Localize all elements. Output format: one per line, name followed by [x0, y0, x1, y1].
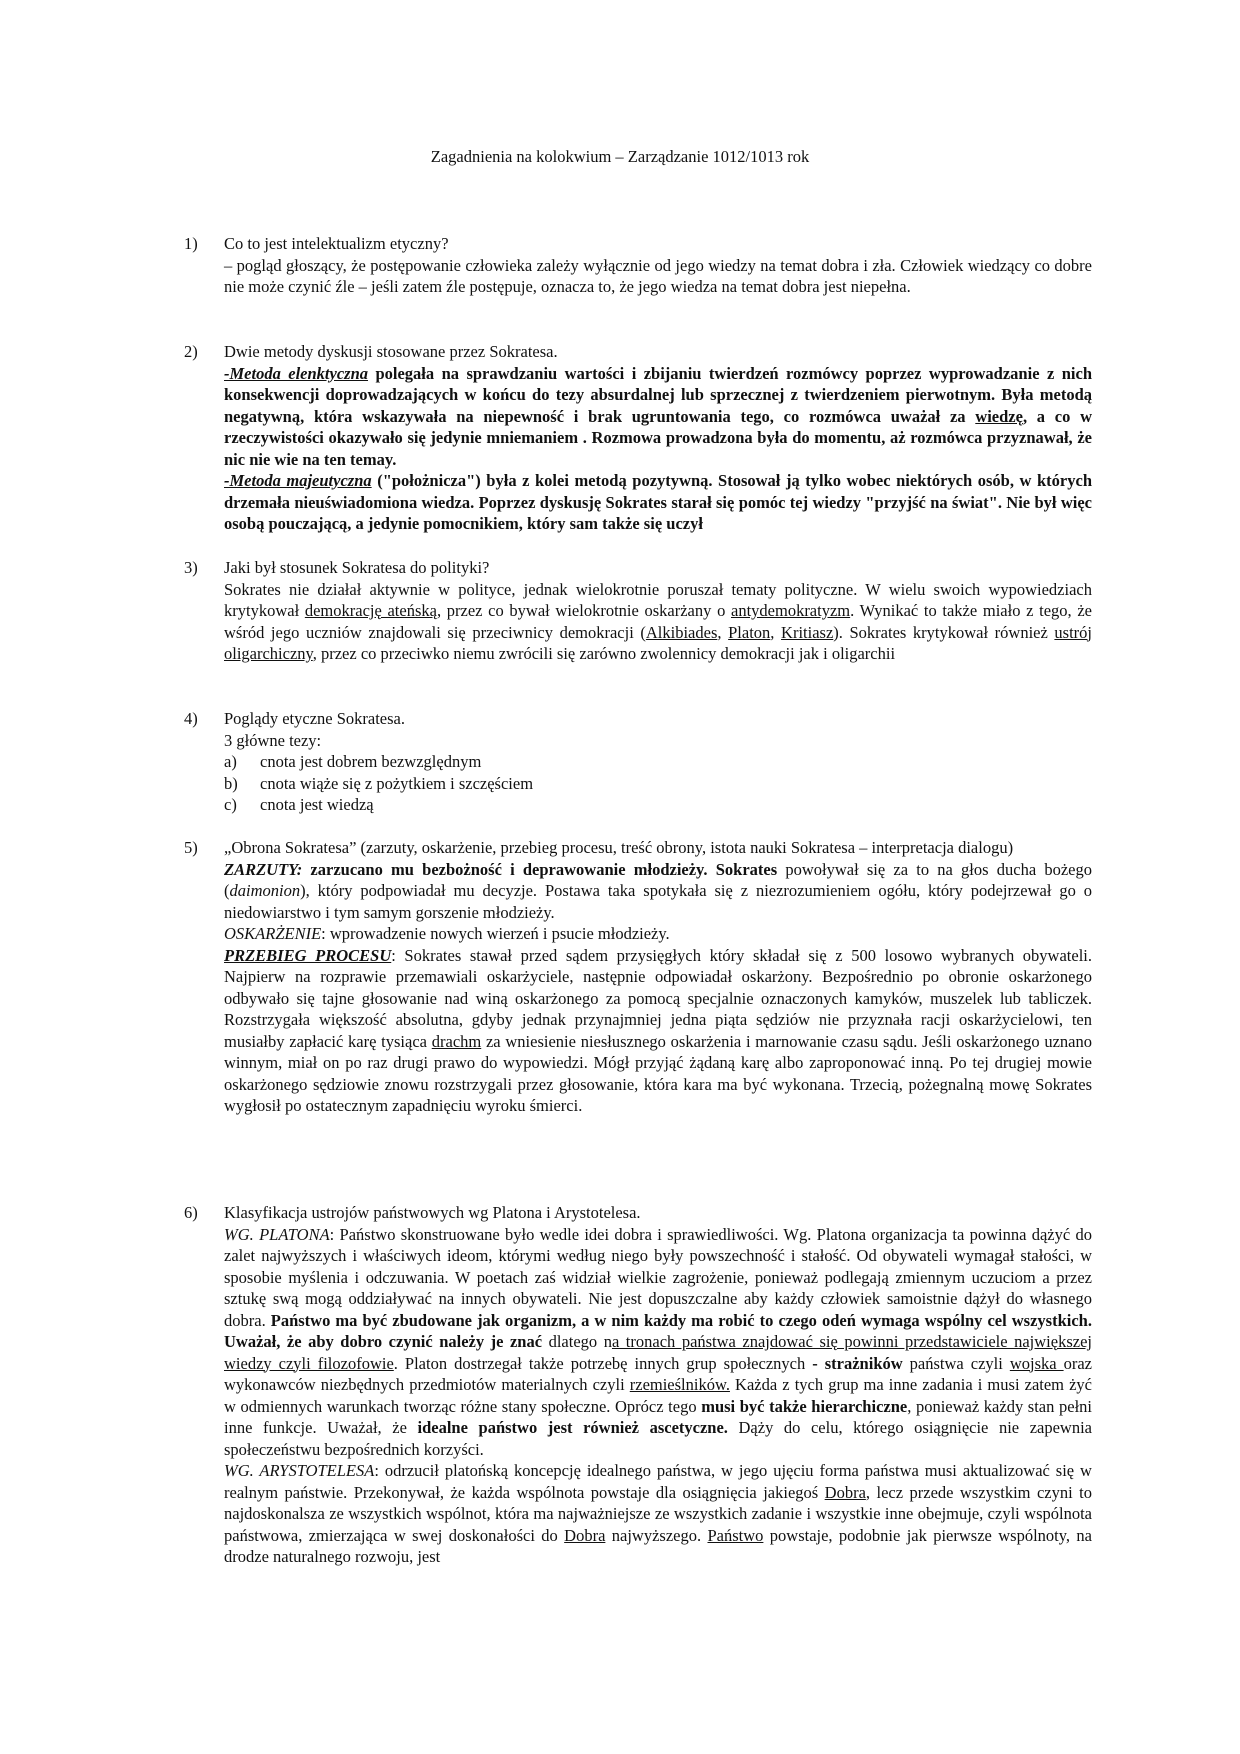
link-platon[interactable]: Platon	[728, 622, 771, 642]
term-daimonion: daimonion	[229, 881, 301, 900]
question-3	[186, 557, 1092, 665]
question-4	[186, 708, 1092, 816]
link-dobra[interactable]: Dobra	[564, 1525, 606, 1545]
question-text: Jaki był stosunek Sokratesa do polityki?	[224, 558, 490, 577]
answer-text: Sokrates nie działał aktywnie w polityce, jednak wielokrotnie poruszał tematy polityczne. W wielu swoich wypowiedziach krytykował	[224, 579, 1092, 620]
question-number: 5)	[184, 838, 198, 857]
list-letter: a)	[224, 752, 237, 771]
answer-text: ), który podpowiadał mu decyzje. Postawa taka spotykała się z niezrozumieniem ogółu, który podejrzewał go o niedowiarstwo i tym samym gorszenie młodzieży.	[224, 881, 1092, 922]
question-number: 6)	[184, 1203, 198, 1222]
list-item	[224, 794, 1092, 816]
link-kritiasz[interactable]: Kritiasz	[781, 622, 834, 642]
answer-text: , a co w rzeczywistości okazywało się jedynie mniemaniem . Rozmowa prowadzona była do momentu, aż rozmówca przyznawał, że nic nie wie na ten temay.	[224, 406, 1092, 469]
link-wojska[interactable]: wojska	[1009, 1353, 1064, 1373]
answer-text: powoływał się za to na głos ducha bożego (	[224, 859, 1092, 900]
answer-paragraph	[224, 1460, 1092, 1568]
answer-text: za wniesienie niesłusznego oskarżenia i marnowanie czasu sądu. Jeśli oskarżonego uznano winnym, miał on po raz drugi prawo do wypowiedzi. Mógł przyjąć żądaną karę albo zaproponować inną. Po tej drugiej mowie oskarżonego sędziowie znowu rozstrzygali przez głosowanie, która kara ma być wykonana. Trzecią, pożegnalną mowę Sokrates wygłosił po ostatecznym zapadnięciu wyroku śmierci.	[224, 1031, 1092, 1115]
term-metoda-majeutyczna: -Metoda majeutyczna	[224, 471, 372, 490]
answer-text: powstaje, podobnie jak pierwsze wspólnoty, na drodze naturalnego rozwoju, jest	[224, 1525, 1092, 1566]
answer-text: : Państwo skonstruowane było wedle idei dobra i sprawiedliwości. Wg. Platona organizacja ta powinna dążyć do zalet najwyższych i właściwych ideom, którymi według niego były powszechność i stałość.	[224, 1224, 1092, 1265]
answer-text: zarzucano mu bezbożność i deprawowanie młodzieży. Sokrates	[302, 859, 778, 879]
answer-text: dlatego n	[542, 1332, 612, 1351]
list-letter: c)	[224, 795, 237, 814]
answer-text: polegała na sprawdzaniu wartości i zbijaniu twierdzeń rozmówcy poprzez wyprowadzanie z nich konsekwencji doprowadzających w końcu do tezy absurdalnej lub sprzecznej z twierdzeniem pierwotnym. Była metodą negatywną, która wskazywała na niepewność i brak ugruntowania tego, co rozmówca uważał za	[224, 363, 1093, 426]
answer-text: musi być także hierarchiczne	[701, 1396, 908, 1416]
answer-text: najwyższego.	[605, 1525, 708, 1545]
question-6	[186, 1202, 1092, 1568]
answer-paragraph	[224, 470, 1092, 535]
answer-text: Dąży do celu, którego osiągnięcie nie zapewnia społeczeństwu bezpośrednich korzyści.	[224, 1418, 1092, 1459]
answer-text: Państwo ma być zbudowane jak organizm, a w nim każdy ma robić to czego odeń wymaga wspólny cel wszystkich. Uważał, że aby dobro czynić należy je znać	[224, 1310, 1092, 1351]
list-text: cnota jest dobrem bezwzględnym	[260, 752, 482, 771]
answer-text: . Wynikać to także miało z tego, że wśród jego uczniów znajdowali się przeciwnicy demokracji (	[224, 601, 1093, 642]
question-text: Poglądy etyczne Sokratesa.	[224, 709, 405, 728]
term-metoda-elenktyczna: -Metoda elenktyczna	[224, 363, 369, 383]
question-text: Klasyfikacja ustrojów państwowych wg Platona i Arystotelesa.	[224, 1203, 641, 1222]
label-zarzuty: ZARZUTY:	[224, 859, 303, 879]
theses-list	[224, 751, 1092, 816]
answer-text: ). Sokrates krytykował również	[833, 622, 1055, 642]
question-2	[186, 341, 1092, 535]
label-wg-arystotelesa: WG. ARYSTOTELESA	[224, 1461, 375, 1480]
intro-text: 3 główne tezy:	[224, 730, 322, 750]
answer-paragraph	[224, 579, 1092, 665]
question-number: 3)	[184, 558, 198, 577]
answer-paragraph	[224, 945, 1092, 1117]
label-wg-platona: WG. PLATONA	[224, 1224, 330, 1244]
label-przebieg-procesu: PRZEBIEG PROCESU	[224, 945, 392, 965]
answer-paragraph	[224, 363, 1092, 471]
answer-text: . Platon dostrzegał także potrzebę innych grup społecznych	[393, 1353, 806, 1373]
link-dobra[interactable]: Dobra	[824, 1482, 866, 1502]
list-letter: b)	[224, 773, 238, 793]
link-wiedze[interactable]: wiedzę	[975, 406, 1023, 426]
question-1	[186, 233, 1092, 298]
list-item	[224, 773, 1092, 795]
link-demokracja-atenska[interactable]: demokrację ateńską	[304, 601, 437, 620]
answer-text: ,	[770, 622, 782, 642]
link-panstwo[interactable]: Państwo	[707, 1525, 764, 1545]
answer-text: Każda z tych grup ma inne zadania i musi zatem żyć w odmiennych warunkach tworząc różne stany społeczne. Oprócz tego	[224, 1375, 1092, 1416]
list-item	[224, 751, 1092, 773]
answer-text: a tronach państwa znajdować się powinni przedstawiciele największej wiedzy czyli filozofowie	[224, 1332, 1092, 1373]
question-5	[186, 837, 1092, 1117]
answer-text: państwa czyli	[902, 1353, 1010, 1373]
list-text: cnota jest wiedzą	[260, 795, 374, 814]
answer-text: : wprowadzenie nowych wierzeń i psucie młodzieży.	[321, 924, 670, 943]
question-number: 2)	[184, 342, 198, 361]
answer-text: Od obywateli wymagał stałości, w sposobie myślenia i odczuwania. W poetach zaś widział wielkie zagrożenie, ponieważ podlegają zmiennym uczuciom a przez sztukę swą mogą oddziaływać na innych obywateli. Nie jest dopuszczalne aby każdy człowiek samoistnie dążył do własnego dobra.	[224, 1246, 1092, 1330]
question-text: „Obrona Sokratesa” (zarzuty, oskarżenie, przebieg procesu, treść obrony, istota nauki Sokratesa – interpretacja dialogu)	[224, 838, 1014, 857]
link-antydemokratyzm[interactable]: antydemokratyzm	[731, 601, 851, 620]
answer-text: ,	[717, 622, 729, 642]
document-title: Zagadnienia na kolokwium – Zarządzanie 1012/1013 rok	[430, 147, 810, 166]
question-text: Dwie metody dyskusji stosowane przez Sokratesa.	[224, 342, 558, 361]
label-oskarzenie: OSKARŻENIE	[224, 924, 322, 943]
link-ustroj-oligarchiczny[interactable]: ustrój oligarchiczny	[224, 622, 1092, 663]
question-number: 4)	[184, 709, 198, 728]
answer-text: , ponieważ każdy stan pełni inne funkcje. Uważał, że	[224, 1396, 1092, 1437]
answer-paragraph	[224, 923, 1092, 945]
answer-text: : Sokrates stawał przed sądem przysięgłych który składał się z 500 losowo wybranych obywateli. Najpierw na rozprawie przemawiali oskarżyciele, następnie odpowiadał oskarżony. Bezpośrednio po obronie oskarżonego odbywało się tajne głosowanie nad winą oskarżonego za pomocą specjalnie oznaczonych kamyków, muszelek lub tabliczek. Rozstrzygała większość absolutna, gdyby jednak przynajmniej jedna piąta sędziów nie przyznała racji oskarżycielowi, ten musiałby zapłacić karę tysiąca	[224, 945, 1092, 1051]
answer-text: , przez co przeciwko niemu zwrócili się zarówno zwolennicy demokracji jak i oligarchii	[312, 644, 896, 663]
answer-paragraph	[224, 1224, 1092, 1461]
answer-paragraph	[224, 859, 1092, 924]
link-rzemieslnikow[interactable]: rzemieślników.	[629, 1375, 730, 1394]
link-alkibiades[interactable]: Alkibiades	[645, 622, 718, 642]
answer-text: idealne państwo jest również ascetyczne.	[417, 1418, 728, 1437]
answer-text: ("położnicza") była z kolei metodą pozytywną. Stosował ją tylko wobec niektórych osób, w których drzemała nieuświadomiona wiedza. Poprzez dyskusję Sokrates starał się pomóc tej wiedzy "przyjść na świat". Nie był więc osobą pouczającą, a jedynie pomocnikiem, który sam także się uczył	[224, 471, 1092, 533]
question-text: Co to jest intelektualizm etyczny?	[224, 234, 449, 253]
answer-text: , przez co bywał wielokrotnie oskarżany o	[436, 601, 731, 620]
answer-text: – pogląd głoszący, że postępowanie człowieka zależy wyłącznie od jego wiedzy na temat dobra i zła. Człowiek wiedzący co dobre nie może czynić źle – jeśli zatem źle postępuje, oznacza to, że jego wiedza na temat dobra jest niepełna.	[224, 255, 1092, 296]
answer-text: - strażników	[805, 1353, 903, 1373]
link-drachm[interactable]: drachm	[431, 1031, 482, 1051]
list-text: cnota wiąże się z pożytkiem i szczęściem	[260, 773, 534, 793]
answer-text: , lecz przede wszystkim czyni to najdoskonalsza ze wszystkich wspólnot, która ma najważniejsze ze wszystkich zadanie i wszystkie inne obejmuje, czyli wspólnota państwowa, zmierzająca w swej doskonałości do	[224, 1482, 1092, 1545]
question-number: 1)	[184, 234, 198, 253]
answer-text: : odrzucił platońską koncepcję idealnego państwa, w jego ujęciu forma państwa musi aktualizować się w realnym państwie. Przekonywał, że każda wspólnota powstaje dla osiągnięcia jakiegoś	[224, 1461, 1092, 1502]
answer-text: oraz wykonawców niezbędnych przedmiotów materialnych czyli	[224, 1353, 1092, 1394]
